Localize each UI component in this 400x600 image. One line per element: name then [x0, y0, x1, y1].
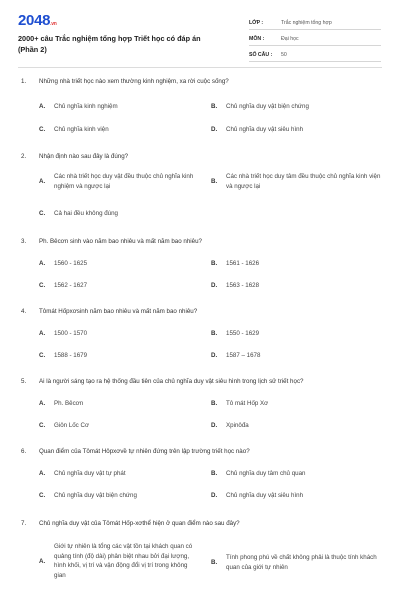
- option-text: Chủ nghĩa duy tâm chủ quan: [226, 470, 306, 477]
- option-text: Chủ nghĩa kinh viện: [54, 126, 109, 133]
- question-text: Nhận định nào sau đây là đúng?: [39, 153, 129, 160]
- option-text: Xpinôđa: [226, 422, 249, 429]
- option-text: Giới tự nhiên là tổng các vật tồn tại khách quan có quảng tính (độ dài) phân biệt nhau bởi đại lượng, hình khối, vị trí và vận động đổi vị trí trong không gian: [54, 543, 193, 579]
- option-letter: D.: [211, 422, 218, 430]
- option-a[interactable]: [39, 469, 199, 479]
- option-text: 1550 - 1629: [226, 330, 260, 337]
- option-d[interactable]: [211, 491, 381, 501]
- option-text: 1500 - 1570: [54, 330, 88, 337]
- option-letter: C.: [39, 126, 46, 134]
- meta-label: SỐ CÂU :: [249, 52, 273, 58]
- option-letter: A.: [39, 470, 46, 478]
- page-title: 2000+ câu Trắc nghiệm tổng hợp Triết học có đáp án (Phần 2): [18, 34, 201, 55]
- option-c[interactable]: [39, 125, 199, 135]
- option-text: Các nhà triết học duy vật đều thuộc chủ nghĩa kinh nghiệm và ngược lại: [54, 173, 194, 190]
- meta-value: 50: [281, 52, 287, 58]
- option-b[interactable]: [211, 469, 381, 479]
- option-letter: A.: [39, 330, 46, 338]
- option-d[interactable]: [211, 281, 381, 291]
- option-a[interactable]: [39, 399, 199, 409]
- option-a[interactable]: [39, 542, 199, 580]
- option-text: Chủ nghĩa duy vật biện chứng: [54, 492, 137, 499]
- option-d[interactable]: [211, 125, 381, 135]
- meta-label: MÔN :: [249, 36, 265, 42]
- question-number: 3.: [21, 238, 27, 245]
- option-text: Chủ nghĩa duy vật tự phát: [54, 470, 126, 477]
- meta-subject-row: [249, 30, 381, 46]
- meta-value: Trắc nghiệm tổng hợp: [281, 20, 332, 26]
- option-letter: B.: [211, 178, 218, 186]
- header-divider: [18, 67, 382, 68]
- option-letter: A.: [39, 103, 46, 111]
- question-number: 7.: [21, 520, 27, 527]
- option-letter: D.: [211, 282, 218, 290]
- question-text: Những nhà triết học nào xem thường kinh nghiệm, xa rời cuộc sống?: [39, 78, 229, 85]
- option-text: Tô mát Hốp Xơ: [226, 400, 269, 407]
- option-text: Chủ nghĩa duy vật siêu hình: [226, 126, 304, 133]
- option-text: 1560 - 1625: [54, 260, 88, 267]
- option-a[interactable]: [39, 102, 199, 112]
- question-text: Chủ nghĩa duy vật của Tômát Hốp-xơthể hiện ở quan điểm nào sau đây?: [39, 520, 240, 527]
- question-text: Ai là người sáng tạo ra hệ thống đầu tiên của chủ nghĩa duy vật siêu hình trong lịch sử triết học?: [39, 378, 304, 385]
- option-letter: B.: [211, 559, 218, 567]
- option-text: Các nhà triết học duy tâm đều thuộc chủ nghĩa kinh viện và ngược lại: [226, 173, 381, 190]
- option-c[interactable]: [39, 209, 199, 219]
- option-text: 1561 - 1626: [226, 260, 260, 267]
- option-d[interactable]: [211, 351, 381, 361]
- option-text: Tính phong phú về chất không phải là thuộc tính khách quan của giới tự nhiên: [226, 554, 377, 571]
- option-b[interactable]: [211, 172, 381, 191]
- option-letter: B.: [211, 103, 218, 111]
- option-letter: B.: [211, 260, 218, 268]
- option-b[interactable]: [211, 553, 381, 572]
- option-letter: A.: [39, 557, 46, 565]
- option-b[interactable]: [211, 399, 381, 409]
- option-b[interactable]: [211, 102, 381, 112]
- option-letter: D.: [211, 492, 218, 500]
- option-letter: C.: [39, 422, 46, 430]
- option-letter: C.: [39, 492, 46, 500]
- option-text: 1587 – 1678: [226, 352, 261, 359]
- question-number: 1.: [21, 78, 27, 85]
- option-letter: C.: [39, 210, 46, 218]
- meta-class-row: [249, 14, 381, 30]
- option-text: 1563 - 1628: [226, 282, 260, 289]
- option-text: Chủ nghĩa kinh nghiệm: [54, 103, 118, 110]
- question-number: 6.: [21, 448, 27, 455]
- site-logo[interactable]: [18, 12, 57, 29]
- option-c[interactable]: [39, 421, 199, 431]
- meta-count-row: [249, 46, 381, 62]
- option-letter: B.: [211, 330, 218, 338]
- question-text: Tômát Hốpxơsinh năm bao nhiêu và mất năm bao nhiêu?: [39, 308, 198, 315]
- question-number: 4.: [21, 308, 27, 315]
- option-text: Cả hai đều không đúng: [54, 210, 118, 217]
- option-text: 1562 - 1627: [54, 282, 88, 289]
- option-c[interactable]: [39, 281, 199, 291]
- option-a[interactable]: [39, 259, 199, 269]
- option-letter: C.: [39, 282, 46, 290]
- option-a[interactable]: [39, 329, 199, 339]
- option-letter: A.: [39, 260, 46, 268]
- option-letter: D.: [211, 352, 218, 360]
- option-letter: D.: [211, 126, 218, 134]
- logo-text: 2048: [18, 12, 51, 29]
- question-number: 5.: [21, 378, 27, 385]
- option-c[interactable]: [39, 491, 199, 501]
- question-text: Ph. Bêcơn sinh vào năm bao nhiêu và mất năm bao nhiêu?: [39, 238, 202, 245]
- option-letter: C.: [39, 352, 46, 360]
- option-text: Chủ nghĩa duy vật biện chứng: [226, 103, 309, 110]
- option-text: 1588 - 1679: [54, 352, 88, 359]
- document-meta: [249, 14, 381, 62]
- option-d[interactable]: [211, 421, 381, 431]
- question-number: 2.: [21, 153, 27, 160]
- question-text: Quan điểm của Tômát Hôpxơvề tự nhiên đứng trên lập trường triết học nào?: [39, 448, 250, 455]
- option-letter: A.: [39, 178, 46, 186]
- option-text: Giôn Lốc Cơ: [54, 422, 90, 429]
- option-letter: B.: [211, 470, 218, 478]
- option-letter: A.: [39, 400, 46, 408]
- meta-value: Đại học: [281, 36, 299, 42]
- option-c[interactable]: [39, 351, 199, 361]
- meta-label: LỚP :: [249, 20, 264, 26]
- option-letter: B.: [211, 400, 218, 408]
- logo-suffix: .vn: [50, 21, 57, 27]
- option-text: Chủ nghĩa duy vật siêu hình: [226, 492, 304, 499]
- option-text: Ph. Bêcơn: [54, 400, 84, 407]
- option-b[interactable]: [211, 259, 381, 269]
- option-b[interactable]: [211, 329, 381, 339]
- option-a[interactable]: [39, 172, 199, 191]
